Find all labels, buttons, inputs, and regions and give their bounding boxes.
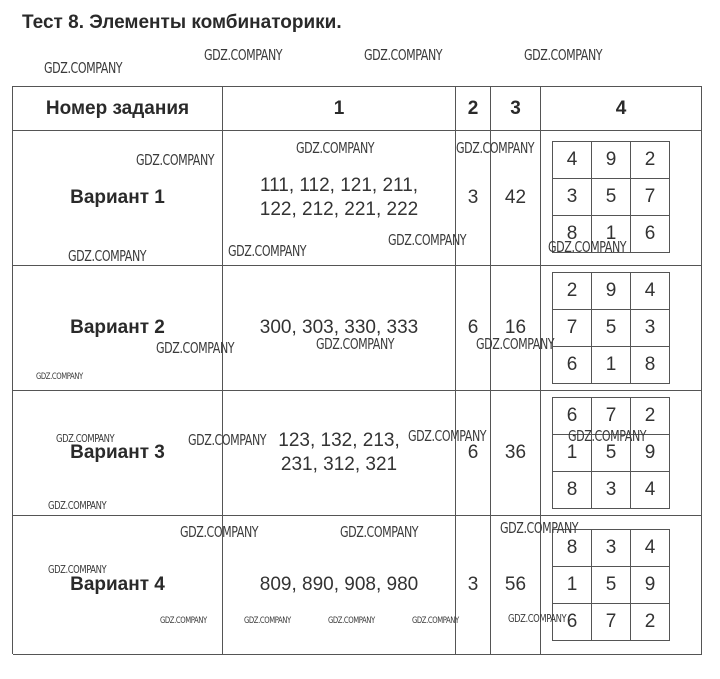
watermark: GDZ.COMPANY [188, 431, 267, 449]
square-cell: 3 [553, 179, 592, 216]
watermark: GDZ.COMPANY [136, 151, 215, 169]
watermark: GDZ.COMPANY [68, 247, 147, 265]
square-cell: 7 [592, 604, 631, 641]
magic-square [552, 141, 670, 253]
square-cell: 4 [631, 530, 670, 567]
square-cell: 6 [553, 398, 592, 435]
watermark: GDZ.COMPANY [48, 563, 107, 576]
answer-1 [223, 266, 456, 391]
square-cell: 3 [592, 472, 631, 509]
variant-label: Вариант 3 [13, 391, 223, 516]
magic-square [552, 397, 670, 509]
variant-label: Вариант 4 [13, 516, 223, 655]
watermark: GDZ.COMPANY [456, 139, 535, 157]
variant-label: Вариант 1 [13, 131, 223, 266]
answer-1-line1: 809, 890, 908, 980 [259, 574, 419, 595]
answer-3: 42 [491, 131, 541, 266]
square-cell: 1 [553, 435, 592, 472]
square-cell: 2 [631, 398, 670, 435]
header-col-3: 3 [491, 87, 541, 131]
square-cell: 9 [592, 142, 631, 179]
square-cell: 4 [631, 273, 670, 310]
watermark: GDZ.COMPANY [412, 616, 459, 626]
watermark: GDZ.COMPANY [180, 523, 259, 541]
square-cell: 3 [631, 310, 670, 347]
header-col-4: 4 [541, 87, 702, 131]
square-cell: 5 [592, 567, 631, 604]
square-cell: 4 [631, 472, 670, 509]
watermark: GDZ.COMPANY [204, 46, 283, 64]
watermark: GDZ.COMPANY [316, 335, 395, 353]
watermark: GDZ.COMPANY [340, 523, 419, 541]
square-cell: 6 [553, 347, 592, 384]
watermark: GDZ.COMPANY [36, 372, 83, 382]
answer-3: 16 [491, 266, 541, 391]
answer-1-line1: 111, 112, 121, 211, [259, 175, 419, 196]
square-cell: 8 [553, 472, 592, 509]
answer-2: 3 [456, 131, 491, 266]
watermark: GDZ.COMPANY [388, 231, 467, 249]
watermark: GDZ.COMPANY [508, 612, 567, 625]
square-cell: 9 [592, 273, 631, 310]
watermark: GDZ.COMPANY [568, 427, 647, 445]
square-cell: 4 [553, 142, 592, 179]
magic-square [552, 272, 670, 384]
answer-1-line2: 231, 312, 321 [280, 454, 398, 475]
square-cell: 6 [553, 604, 592, 641]
header-col-1: 1 [223, 87, 456, 131]
answer-2: 6 [456, 266, 491, 391]
square-cell: 2 [631, 142, 670, 179]
answer-2: 6 [456, 391, 491, 516]
square-cell: 2 [631, 604, 670, 641]
watermark: GDZ.COMPANY [44, 59, 123, 77]
square-cell: 7 [553, 310, 592, 347]
square-cell: 8 [553, 216, 592, 253]
header-task-number: Номер задания [13, 87, 223, 131]
watermark: GDZ.COMPANY [160, 616, 207, 626]
square-cell: 5 [592, 435, 631, 472]
square-cell: 9 [631, 567, 670, 604]
square-cell: 7 [631, 179, 670, 216]
answer-1 [223, 391, 456, 516]
watermark: GDZ.COMPANY [228, 242, 307, 260]
square-cell: 6 [631, 216, 670, 253]
watermark: GDZ.COMPANY [408, 427, 487, 445]
watermark: GDZ.COMPANY [296, 139, 375, 157]
square-cell: 1 [553, 567, 592, 604]
square-cell: 8 [631, 347, 670, 384]
square-cell: 1 [592, 216, 631, 253]
square-cell: 1 [592, 347, 631, 384]
answer-3: 36 [491, 391, 541, 516]
watermark: GDZ.COMPANY [156, 339, 235, 357]
watermark: GDZ.COMPANY [48, 499, 107, 512]
watermark: GDZ.COMPANY [476, 335, 555, 353]
watermark: GDZ.COMPANY [548, 238, 627, 256]
page-title: Тест 8. Элементы комбинаторики. [22, 12, 342, 33]
watermark: GDZ.COMPANY [328, 616, 375, 626]
square-cell: 5 [592, 310, 631, 347]
watermark: GDZ.COMPANY [500, 519, 579, 537]
watermark: GDZ.COMPANY [524, 46, 603, 64]
square-cell: 8 [553, 530, 592, 567]
square-cell: 7 [592, 398, 631, 435]
variant-label: Вариант 2 [13, 266, 223, 391]
answer-1-line1: 300, 303, 330, 333 [259, 317, 419, 338]
answer-2: 3 [456, 516, 491, 655]
magic-square [552, 529, 670, 641]
answer-1-line2: 122, 212, 221, 222 [259, 199, 419, 220]
watermark: GDZ.COMPANY [364, 46, 443, 64]
answer-1-line1: 123, 132, 213, [278, 430, 400, 451]
square-cell: 9 [631, 435, 670, 472]
square-cell: 2 [553, 273, 592, 310]
header-col-2: 2 [456, 87, 491, 131]
square-cell: 5 [592, 179, 631, 216]
watermark: GDZ.COMPANY [244, 616, 291, 626]
square-cell: 3 [592, 530, 631, 567]
answer-3: 56 [491, 516, 541, 655]
watermark: GDZ.COMPANY [56, 432, 115, 445]
